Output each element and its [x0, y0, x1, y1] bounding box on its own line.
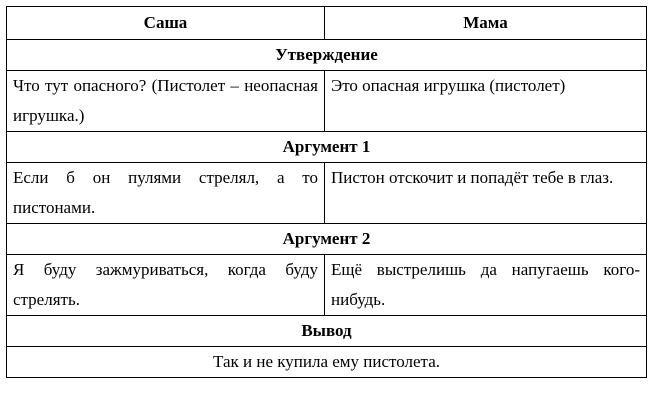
section-row-conclusion — [7, 316, 647, 347]
section-row-argument-1 — [7, 132, 647, 163]
table-row — [7, 347, 647, 378]
table-row — [7, 255, 647, 316]
table-row — [7, 71, 647, 132]
section-title-conclusion: Вывод — [7, 316, 647, 347]
statement-mama-cell: Это опасная игрушка (пистолет) — [325, 71, 647, 132]
section-row-argument-2 — [7, 224, 647, 255]
header-row — [7, 7, 647, 40]
section-title-argument-2: Аргумент 2 — [7, 224, 647, 255]
table-row — [7, 163, 647, 224]
argument-1-mama-cell: Пистон отскочит и попадёт тебе в глаз. — [325, 163, 647, 224]
section-row-statement — [7, 40, 647, 71]
argument-2-sasha-cell: Я буду зажмуриваться, когда буду стрелять. — [7, 255, 325, 316]
section-title-argument-1: Аргумент 1 — [7, 132, 647, 163]
column-header-mama: Мама — [325, 7, 647, 40]
column-header-sasha: Саша — [7, 7, 325, 40]
argument-1-sasha-cell: Если б он пулями стрелял, а то пистонами. — [7, 163, 325, 224]
debate-table — [6, 6, 647, 378]
argument-2-mama-cell: Ещё выстрелишь да напугаешь кого-нибудь. — [325, 255, 647, 316]
section-title-statement: Утверждение — [7, 40, 647, 71]
conclusion-text-cell: Так и не купила ему пистолета. — [7, 347, 647, 378]
statement-sasha-cell: Что тут опасного? (Пистолет – неопасная игрушка.) — [7, 71, 325, 132]
